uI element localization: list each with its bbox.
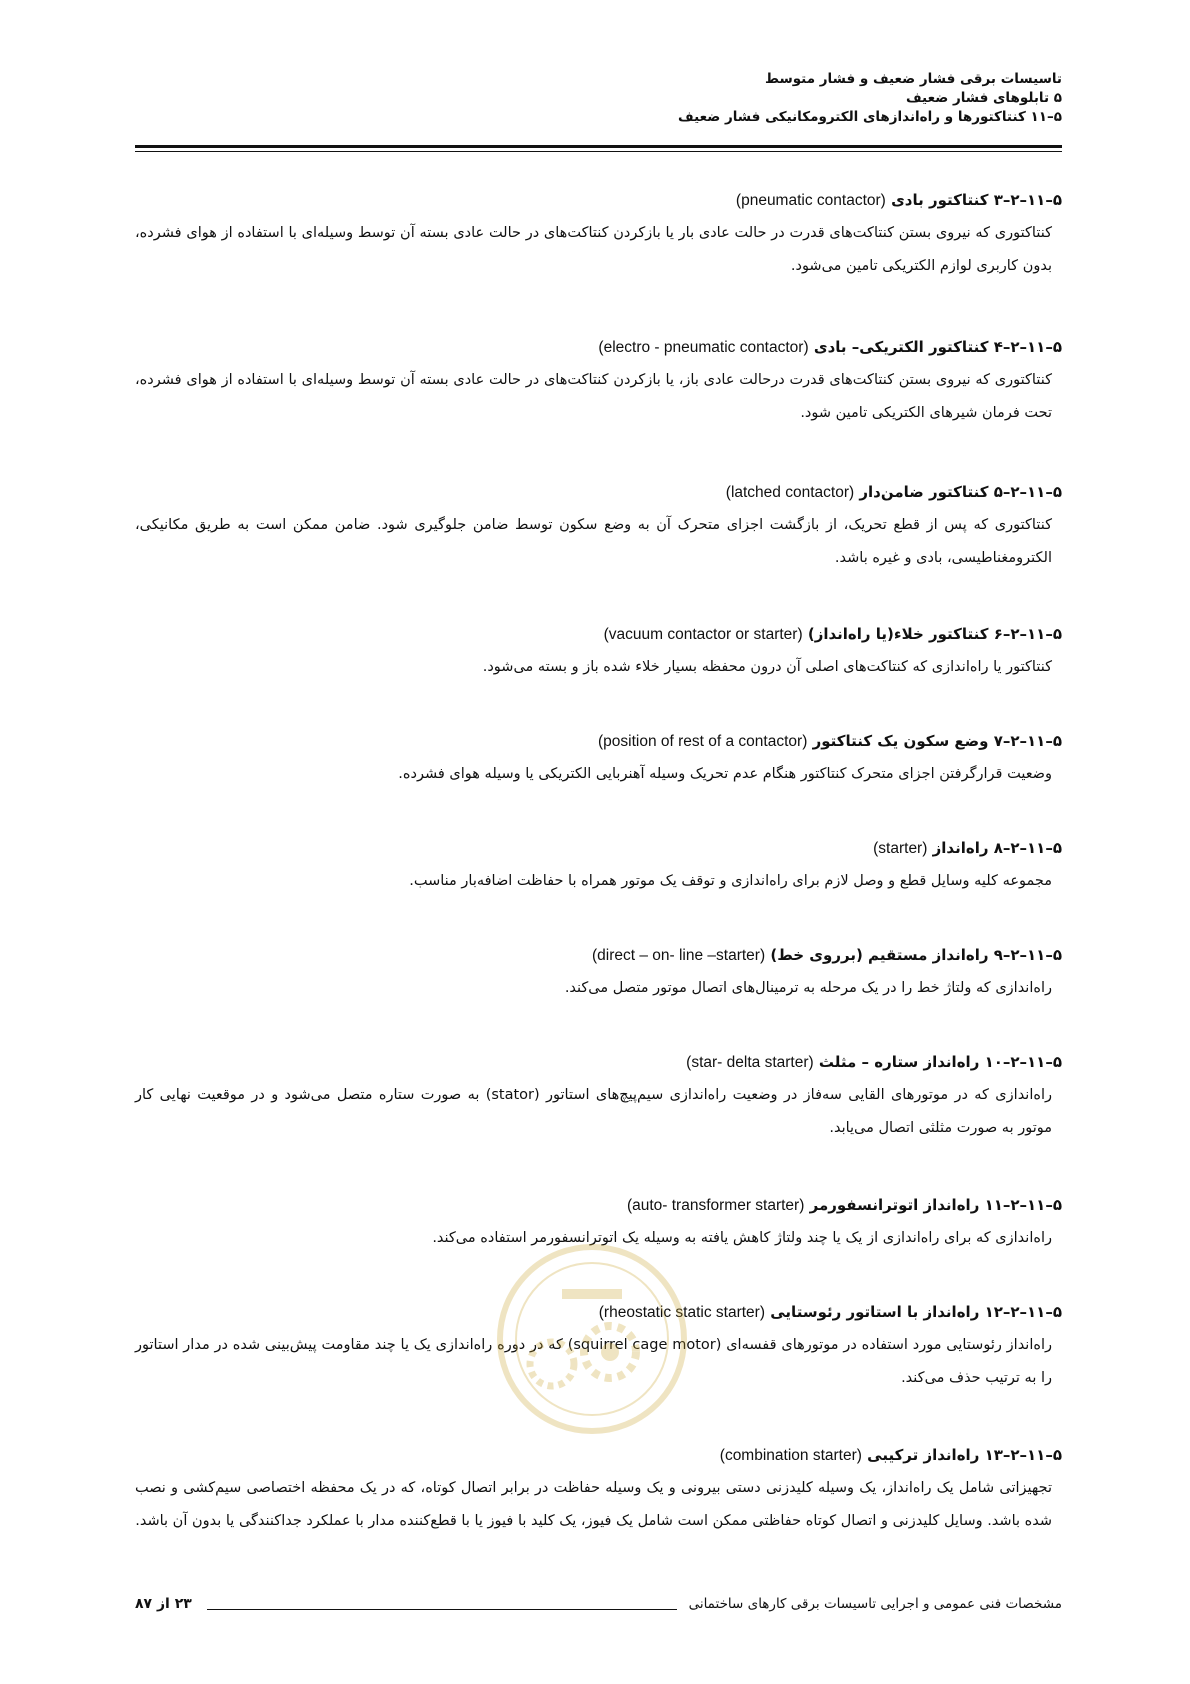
section-title-en: (rheostatic static starter) — [598, 1304, 766, 1321]
section-title — [135, 622, 1062, 646]
section-title-fa: ۵–۱۱–۲–۱۲ راه‌انداز با استاتور رئوستایی — [770, 1303, 1062, 1321]
page-number: ۲۳ از ۸۷ — [135, 1596, 192, 1612]
section-title-en: (electro - pneumatic contactor) — [598, 339, 809, 356]
header-line-1: تاسیسات برقی فشار ضعیف و فشار متوسط — [764, 71, 1062, 87]
section-body: کنتاکتوری که پس از قطع تحریک، از بازگشت اجزای متحرک آن به وضع سکون توسط ضامن جلوگیری شود. ضامن ممکن است به طریق مکانیکی، الکترومغناطیسی، بادی و غیره باشد. — [135, 517, 1052, 566]
section-body: کنتاکتور یا راه‌اندازی که کنتاکت‌های اصلی آن درون محفظه بسیار خلاء شده باز و بسته می‌شود. — [482, 659, 1052, 675]
section-starter — [135, 836, 1062, 898]
section-body: کنتاکتوری که نیروی بستن کنتاکت‌های قدرت در حالت عادی بار یا بازکردن کنتاکت‌های در حالت عادی بسته آن توسط وسیله‌ای با استفاده از هوای فشرده، بدون کاربری لوازم الکتریکی تامین می‌شود. — [135, 225, 1052, 274]
section-title-en: (position of rest of a contactor) — [597, 733, 808, 750]
section-title-en: (latched contactor) — [725, 484, 855, 501]
section-body: راه‌انداز رئوستایی مورد استفاده در موتورهای قفسه‌ای (squirrel cage motor) که در دوره راه‌اندازی یک یا چند مقاومت پیش‌بینی شده در مدار استاتور را به ترتیب حذف می‌کند. — [135, 1337, 1052, 1386]
section-title-en: (vacuum contactor or starter) — [603, 626, 803, 643]
section-title — [135, 1193, 1062, 1217]
section-title-fa: ۵–۱۱–۲–۶ کنتاکتور خلاء(یا راه‌انداز) — [807, 625, 1062, 643]
section-latched-contactor — [135, 480, 1062, 575]
section-title — [135, 729, 1062, 753]
section-title — [135, 335, 1062, 359]
footer-text: مشخصات فنی عمومی و اجرایی تاسیسات برقی کارهای ساختمانی — [688, 1596, 1062, 1612]
section-title — [135, 188, 1062, 212]
section-star-delta-starter — [135, 1050, 1062, 1145]
section-title-en: (direct – on- line –starter) — [591, 947, 766, 964]
page-footer — [135, 1596, 1062, 1620]
section-body: وضعیت قرارگرفتن اجزای متحرک کنتاکتور هنگام عدم تحریک وسیله آهنربایی الکتریکی یا وسیله هوای فشرده. — [398, 766, 1052, 782]
section-title-en: (auto- transformer starter) — [626, 1197, 805, 1214]
section-title-fa: ۵–۱۱–۲–۱۳ راه‌انداز ترکیبی — [867, 1446, 1062, 1464]
section-title-fa: ۵–۱۱–۲–۴ کنتاکتور الکتریکی– بادی — [813, 338, 1062, 356]
section-title-en: (starter) — [873, 840, 928, 857]
section-combination-starter — [135, 1443, 1062, 1538]
section-body: راه‌اندازی که در موتورهای القایی سه‌فاز در وضعیت راه‌اندازی سیم‌پیچ‌های استاتور (stator) به صورت ستاره متصل می‌شود و در موقعیت نهایی کار موتور به صورت مثلثی اتصال می‌یابد. — [135, 1087, 1052, 1136]
section-title — [135, 1050, 1062, 1074]
section-title-en: (star- delta starter) — [686, 1054, 814, 1071]
section-body: کنتاکتوری که نیروی بستن کنتاکت‌های قدرت درحالت عادی باز، یا بازکردن کنتاکت‌های در حالت عادی بسته آن توسط وسیله‌ای با استفاده از هوای فشرده، تحت فرمان شیرهای الکتریکی تامین شود. — [135, 372, 1052, 421]
section-body: تجهیزاتی شامل یک راه‌انداز، یک وسیله کلیدزنی دستی بیرونی و یک وسیله حفاظت در برابر اتصال کوتاه، که در یک محفظه اختصاصی سیم‌کشی و نصب شده باشد. وسایل کلیدزنی و اتصال کوتاه حفاظتی ممکن است شامل یک فیوز، یک کلید با فیوز یا با قطع‌کننده مدار با عملکرد جداکنندگی یا بدون آن باشد. — [135, 1480, 1052, 1529]
section-title-fa: ۵–۱۱–۲–۳ کنتاکتور بادی — [891, 191, 1062, 209]
section-vacuum-contactor — [135, 622, 1062, 684]
page-header — [135, 70, 1062, 127]
section-title — [135, 1443, 1062, 1467]
header-line-3: ۵–۱۱ کنتاکتورها و راه‌اندازهای الکترومکانیکی فشار ضعیف — [678, 109, 1062, 125]
section-title-fa: ۵–۱۱–۲–۱۱ راه‌انداز اتوترانسفورمر — [809, 1196, 1062, 1214]
section-direct-on-line-starter — [135, 943, 1062, 1005]
section-title-en: (pneumatic contactor) — [735, 192, 886, 209]
section-pneumatic-contactor — [135, 188, 1062, 283]
header-rule-thin — [135, 151, 1062, 152]
section-electro-pneumatic-contactor — [135, 335, 1062, 430]
section-title-fa: ۵–۱۱–۲–۵ کنتاکتور ضامن‌دار — [859, 483, 1062, 501]
section-title — [135, 480, 1062, 504]
section-auto-transformer-starter — [135, 1193, 1062, 1255]
footer-rule — [207, 1609, 677, 1610]
section-title — [135, 943, 1062, 967]
section-title-fa: ۵–۱۱–۲–۹ راه‌انداز مستقیم (برروی خط) — [770, 946, 1062, 964]
section-title — [135, 836, 1062, 860]
section-title-en: (combination starter) — [719, 1447, 862, 1464]
header-rule — [135, 145, 1062, 148]
header-line-2: ۵ تابلوهای فشار ضعیف — [905, 90, 1062, 106]
section-body: راه‌اندازی که ولتاژ خط را در یک مرحله به ترمینال‌های اتصال موتور متصل می‌کند. — [564, 980, 1052, 996]
section-title-fa: ۵–۱۱–۲–۸ راه‌انداز — [932, 839, 1062, 857]
section-body: مجموعه کلیه وسایل قطع و وصل لازم برای راه‌اندازی و توقف یک موتور همراه با حفاظت اضافه‌بار مناسب. — [409, 873, 1052, 889]
section-rheostatic-starter — [135, 1300, 1062, 1395]
section-title — [135, 1300, 1062, 1324]
section-position-of-rest — [135, 729, 1062, 791]
section-title-fa: ۵–۱۱–۲–۱۰ راه‌انداز ستاره – مثلث — [818, 1053, 1062, 1071]
section-title-fa: ۵–۱۱–۲–۷ وضع سکون یک کنتاکتور — [812, 732, 1062, 750]
section-body: راه‌اندازی که برای راه‌اندازی از یک یا چند ولتاژ کاهش یافته به وسیله یک اتوترانسفورمر استفاده می‌کند. — [432, 1230, 1052, 1246]
